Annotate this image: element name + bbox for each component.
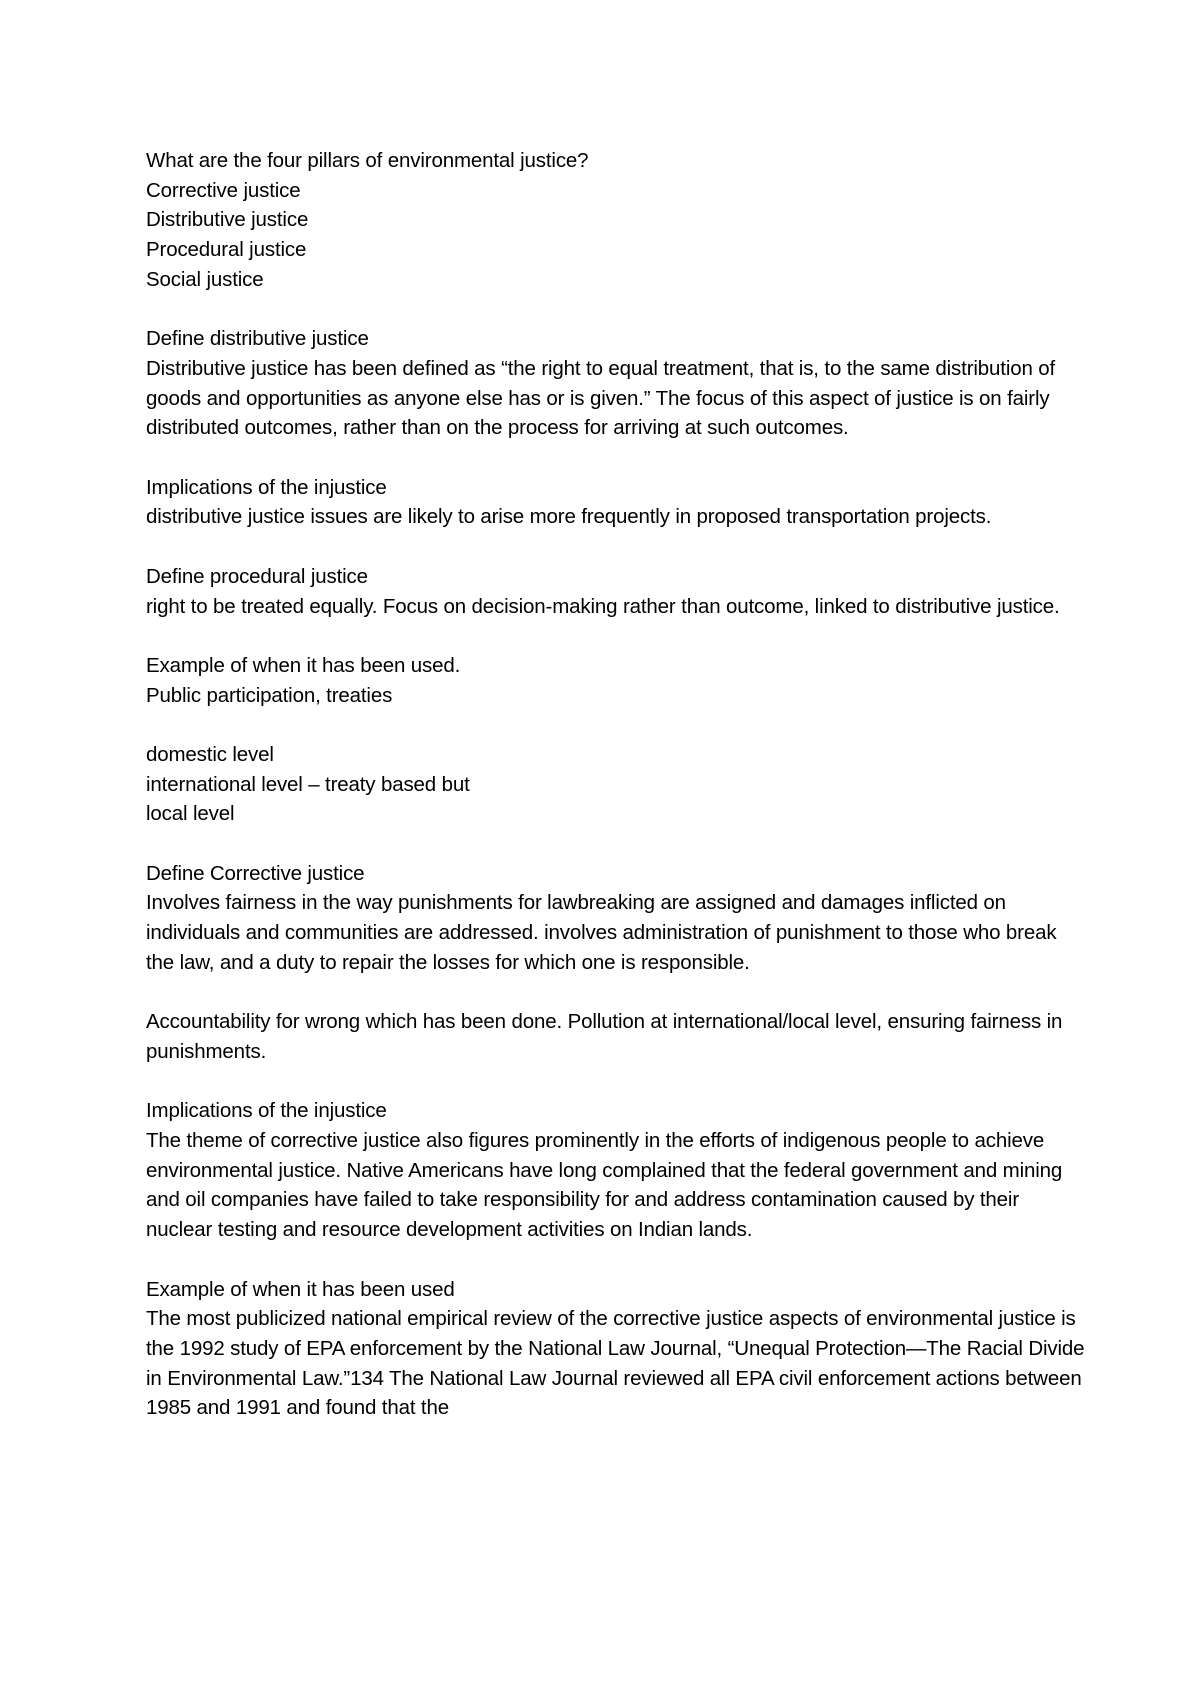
question-heading: Define Corrective justice bbox=[146, 861, 365, 885]
section-corrective-implications bbox=[146, 1096, 1086, 1245]
section-accountability bbox=[146, 1007, 1086, 1066]
answer-paragraph: Distributive justice has been defined as “the right to equal treatment, that is, to the same distribution of goods and opportunities as anyone else has or is given.” The focus of this aspect of justice is on fairly distributed outcomes, rather than on the process for arriving at such outcomes. bbox=[146, 356, 1056, 440]
list-item: local level bbox=[146, 802, 235, 826]
question-heading: Example of when it has been used. bbox=[146, 653, 461, 677]
question-heading: Define procedural justice bbox=[146, 564, 368, 588]
question-heading: Implications of the injustice bbox=[146, 1099, 387, 1123]
answer-paragraph: distributive justice issues are likely to arise more frequently in proposed transportation projects. bbox=[146, 505, 992, 529]
question-heading: Define distributive justice bbox=[146, 327, 369, 351]
answer-paragraph: The theme of corrective justice also figures prominently in the efforts of indigenous people to achieve environmental justice. Native Americans have long complained that the federal government and mining and oil companies have failed to take responsibility for and address contamination caused by their nuclear testing and resource development activities on Indian lands. bbox=[146, 1129, 1063, 1242]
section-levels bbox=[146, 740, 1086, 829]
answer-paragraph: The most publicized national empirical review of the corrective justice aspects of environmental justice is the 1992 study of EPA enforcement by the National Law Journal, “Unequal Protection—The Racial Divide in Environmental Law.”134 The National Law Journal reviewed all EPA civil enforcement actions between 1985 and 1991 and found that the bbox=[146, 1307, 1085, 1420]
answer-paragraph: Public participation, treaties bbox=[146, 683, 393, 707]
section-corrective-example bbox=[146, 1275, 1086, 1424]
answer-paragraph: Involves fairness in the way punishments for lawbreaking are assigned and damages inflicted on individuals and communities are addressed. involves administration of punishment to those who break the law, and a duty to repair the losses for which one is responsible. bbox=[146, 891, 1057, 974]
question-heading: Example of when it has been used bbox=[146, 1277, 455, 1301]
list-item: domestic level bbox=[146, 742, 274, 766]
section-procedural-example bbox=[146, 651, 1086, 710]
list-item: Social justice bbox=[146, 267, 264, 291]
answer-paragraph: right to be treated equally. Focus on decision-making rather than outcome, linked to distributive justice. bbox=[146, 594, 1060, 618]
section-distributive-implications bbox=[146, 473, 1086, 532]
document-page bbox=[146, 146, 1086, 1453]
question-heading: What are the four pillars of environmental justice? bbox=[146, 149, 589, 172]
list-item: Distributive justice bbox=[146, 208, 309, 232]
section-four-pillars bbox=[146, 146, 1086, 295]
question-heading: Implications of the injustice bbox=[146, 475, 387, 499]
list-item: Procedural justice bbox=[146, 238, 307, 262]
list-item: international level – treaty based but bbox=[146, 772, 470, 796]
section-distributive-justice bbox=[146, 324, 1086, 443]
section-procedural-justice bbox=[146, 562, 1086, 621]
section-corrective-justice bbox=[146, 859, 1086, 978]
list-item: Corrective justice bbox=[146, 178, 301, 202]
answer-paragraph: Accountability for wrong which has been done. Pollution at international/local level, ensuring fairness in punishments. bbox=[146, 1010, 1063, 1063]
